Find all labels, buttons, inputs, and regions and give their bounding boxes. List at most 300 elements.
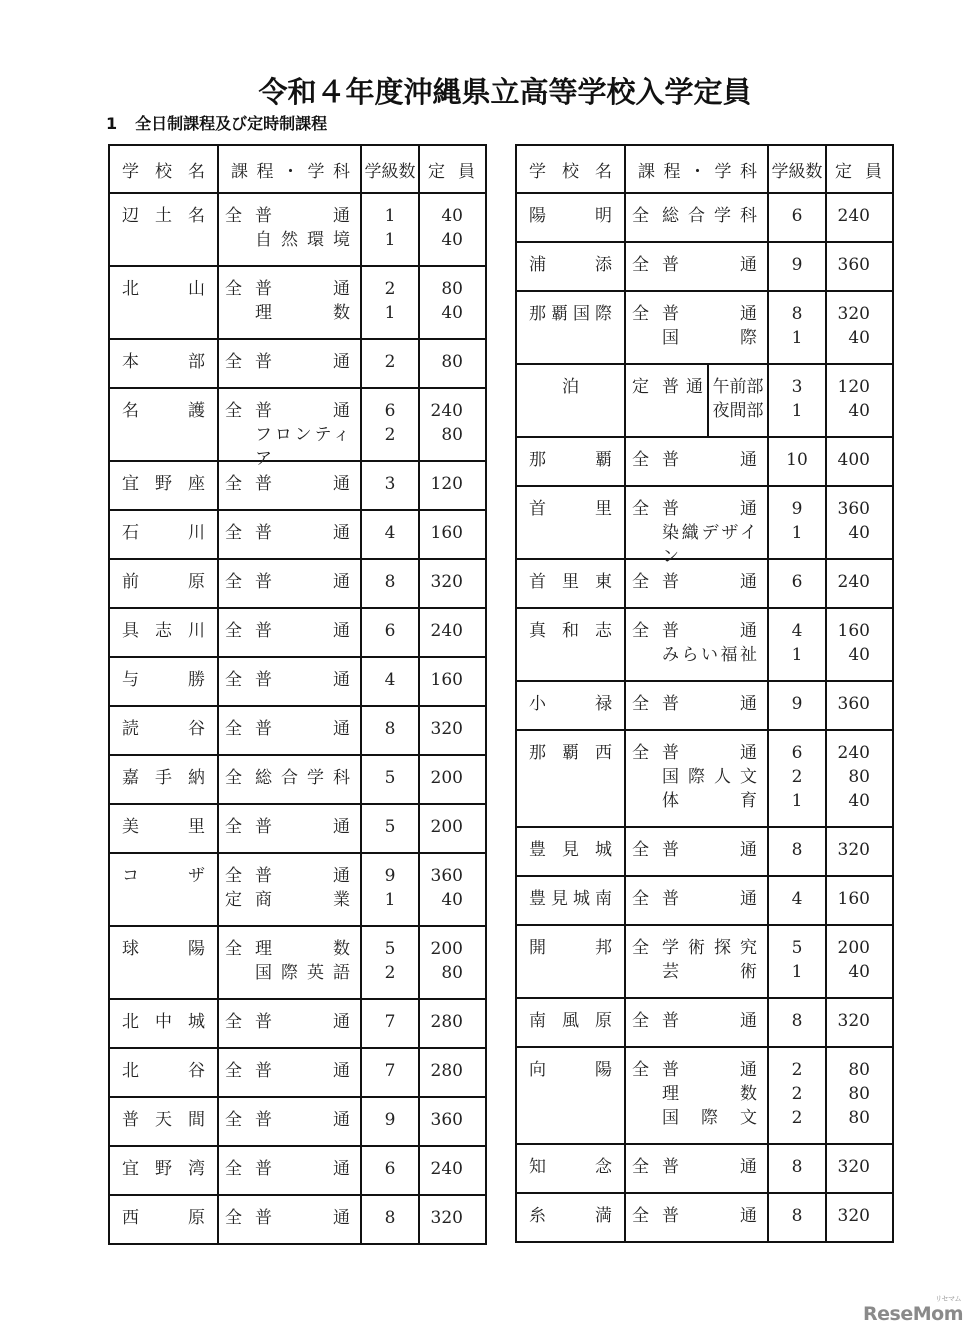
school-cell (516, 608, 625, 681)
school-name: 名護 (122, 401, 205, 421)
course-line (626, 326, 767, 350)
classes-cell (361, 193, 419, 266)
course-prefix: 全 (225, 523, 242, 543)
course-prefix: 全 (632, 1011, 649, 1031)
school-name: 真和志 (529, 621, 612, 641)
course-subject: 普通 (662, 694, 757, 714)
course-prefix: 全 (225, 866, 242, 886)
course-prefix: 全 (225, 1159, 242, 1179)
capacity-value: 360 (430, 1110, 463, 1130)
course-split (626, 365, 767, 436)
table-row (516, 925, 893, 998)
course-cell (218, 657, 361, 706)
course-prefix: 定 (225, 890, 242, 910)
class-count: 6 (791, 743, 803, 763)
course-cell (218, 1048, 361, 1097)
capacity-value: 240 (430, 401, 463, 421)
table-row (516, 559, 893, 608)
header-classes (768, 145, 826, 193)
class-count: 9 (384, 1110, 396, 1130)
school-cell (109, 853, 218, 926)
course-prefix: 全 (225, 1208, 242, 1228)
classes-cell (361, 510, 419, 559)
course-subject: 学術探究 (662, 938, 757, 958)
classes-cell (361, 388, 419, 461)
course-prefix: 全 (225, 401, 242, 421)
course-cell (625, 1047, 768, 1144)
class-count: 1 (791, 645, 803, 665)
classes-cell (768, 364, 826, 437)
school-name: コザ (122, 866, 205, 886)
school-name: 泊 (562, 377, 579, 397)
course-subject: 商業 (255, 890, 350, 910)
header-capacity (826, 145, 893, 193)
course-prefix: 全 (225, 1110, 242, 1130)
school-cell (109, 461, 218, 510)
capacity-value: 160 (837, 621, 870, 641)
school-name: 美里 (122, 817, 205, 837)
table-row (109, 559, 486, 608)
course-line (219, 277, 360, 301)
school-name: 豊見城南 (529, 889, 612, 909)
table-row (109, 1048, 486, 1097)
school-cell (109, 510, 218, 559)
course-subject: 国際人文 (662, 767, 757, 787)
class-count: 2 (791, 1060, 803, 1080)
class-count: 5 (791, 938, 803, 958)
capacity-cell (419, 706, 486, 755)
capacity-cell (419, 461, 486, 510)
capacity-cell (419, 559, 486, 608)
course-line (626, 1155, 767, 1179)
classes-cell (768, 1193, 826, 1242)
capacity-cell (419, 608, 486, 657)
capacity-value: 40 (441, 303, 463, 323)
capacity-value: 40 (848, 401, 870, 421)
table-row (109, 1097, 486, 1146)
table-row (109, 510, 486, 559)
section-label: 全日制課程及び定時制課程 (135, 114, 328, 133)
class-count: 3 (384, 474, 396, 494)
course-prefix: 全 (632, 840, 649, 860)
class-count: 2 (384, 279, 396, 299)
course-cell (625, 193, 768, 242)
table-row (516, 242, 893, 291)
class-count: 3 (791, 377, 803, 397)
capacity-cell (826, 1144, 893, 1193)
table-row (516, 193, 893, 242)
table-row (516, 730, 893, 827)
classes-cell (768, 827, 826, 876)
school-cell (109, 1195, 218, 1244)
capacity-cell (826, 364, 893, 437)
table-row (109, 339, 486, 388)
classes-cell (768, 1047, 826, 1144)
classes-cell (361, 1048, 419, 1097)
class-count: 8 (791, 1011, 803, 1031)
capacity-value: 80 (848, 1060, 870, 1080)
capacity-cell (419, 755, 486, 804)
class-count: 8 (791, 1157, 803, 1177)
school-name: 陽明 (529, 206, 612, 226)
class-count: 1 (384, 303, 396, 323)
watermark-small: リセマム (935, 1295, 961, 1303)
capacity-value: 80 (848, 1108, 870, 1128)
course-subject: 普通 (662, 304, 757, 324)
capacity-value: 40 (441, 230, 463, 250)
header-label: 学級数 (771, 161, 823, 182)
table-body (109, 193, 486, 1244)
course-prefix: 全 (632, 1206, 649, 1226)
class-count: 1 (791, 962, 803, 982)
capacity-value: 40 (848, 523, 870, 543)
capacity-cell (419, 1097, 486, 1146)
table-row (516, 291, 893, 364)
table-row (109, 657, 486, 706)
course-cell (218, 461, 361, 510)
course-line (626, 204, 767, 228)
course-line (219, 472, 360, 496)
course-subject: 普通 (255, 352, 350, 372)
course-prefix: 全 (632, 743, 649, 763)
capacity-value: 120 (430, 474, 463, 494)
class-count: 4 (791, 621, 803, 641)
school-name: 那覇西 (529, 743, 612, 763)
capacity-cell (826, 608, 893, 681)
table-row (516, 486, 893, 559)
course-prefix: 全 (225, 572, 242, 592)
school-name: 北中城 (122, 1012, 205, 1032)
course-line (219, 1157, 360, 1181)
school-cell (516, 437, 625, 486)
header-label: 定員 (835, 161, 882, 182)
course-prefix (626, 960, 662, 984)
course-subject: 自然環境 (255, 230, 350, 250)
class-count: 1 (791, 328, 803, 348)
course-subject: 普通 (255, 1110, 350, 1130)
course-prefix: 全 (225, 279, 242, 299)
course-prefix (626, 643, 662, 667)
classes-cell (768, 608, 826, 681)
school-cell (109, 706, 218, 755)
course-subject: 染織デザイン (662, 523, 757, 567)
classes-cell (768, 242, 826, 291)
course-subject: 普通 (255, 1012, 350, 1032)
capacity-cell (826, 193, 893, 242)
class-count: 6 (384, 1159, 396, 1179)
header-school (109, 145, 218, 193)
header-label: 課程・学科 (638, 161, 757, 182)
school-cell (516, 681, 625, 730)
school-name: 読谷 (122, 719, 205, 739)
header-label: 定員 (428, 161, 475, 182)
course-cell (218, 193, 361, 266)
school-name: 辺土名 (122, 206, 205, 226)
table-row (109, 999, 486, 1048)
course-line (626, 375, 707, 399)
course-subject: 国際英語 (255, 963, 350, 983)
classes-cell (361, 608, 419, 657)
header-course (218, 145, 361, 193)
table-row (109, 926, 486, 999)
capacity-value: 320 (837, 1157, 870, 1177)
capacity-value: 240 (837, 743, 870, 763)
table-row (109, 461, 486, 510)
school-cell (516, 1144, 625, 1193)
course-prefix: 全 (225, 621, 242, 641)
course-line (219, 961, 360, 985)
class-count: 1 (791, 791, 803, 811)
capacity-cell (419, 1195, 486, 1244)
classes-cell (361, 755, 419, 804)
classes-cell (361, 853, 419, 926)
capacity-cell (419, 266, 486, 339)
course-prefix: 全 (632, 450, 649, 470)
course-line (626, 765, 767, 789)
capacity-cell (419, 1048, 486, 1097)
school-name: 石川 (122, 523, 205, 543)
capacity-cell (419, 804, 486, 853)
table-row (109, 1146, 486, 1195)
class-count: 6 (791, 572, 803, 592)
class-count: 5 (384, 768, 396, 788)
classes-cell (768, 559, 826, 608)
course-line (626, 643, 767, 667)
table-row (109, 1195, 486, 1244)
course-prefix: 全 (632, 938, 649, 958)
course-prefix: 全 (632, 1157, 649, 1177)
course-cell (218, 755, 361, 804)
course-line (219, 204, 360, 228)
header-classes (361, 145, 419, 193)
course-prefix: 全 (225, 1061, 242, 1081)
capacity-value: 80 (441, 352, 463, 372)
capacity-value: 40 (441, 206, 463, 226)
table-row (516, 1193, 893, 1242)
capacity-value: 400 (837, 450, 870, 470)
course-line (626, 887, 767, 911)
class-count: 5 (384, 817, 396, 837)
classes-cell (361, 1195, 419, 1244)
course-line (219, 423, 360, 469)
course-line (626, 960, 767, 984)
course-cell (625, 291, 768, 364)
resemom-watermark (863, 1295, 963, 1325)
enrollment-table-right (515, 144, 894, 1243)
capacity-value: 240 (430, 621, 463, 641)
course-prefix: 全 (225, 939, 242, 959)
course-cell (625, 437, 768, 486)
classes-cell (361, 559, 419, 608)
table-row (516, 1144, 893, 1193)
school-name: 北山 (122, 279, 205, 299)
course-cell (218, 510, 361, 559)
school-name: 球陽 (122, 939, 205, 959)
enrollment-table-left (108, 144, 487, 1245)
school-cell (109, 1097, 218, 1146)
course-line (219, 888, 360, 912)
course-subject: 普通 (255, 523, 350, 543)
classes-cell (768, 925, 826, 998)
course-subject: 普通 (662, 840, 757, 860)
school-cell (516, 559, 625, 608)
capacity-cell (826, 1047, 893, 1144)
capacity-value: 80 (848, 767, 870, 787)
class-count: 1 (384, 890, 396, 910)
school-cell (516, 364, 625, 437)
school-cell (109, 266, 218, 339)
course-prefix: 全 (225, 206, 242, 226)
capacity-cell (826, 437, 893, 486)
school-cell (109, 339, 218, 388)
classes-cell (361, 999, 419, 1048)
course-line (219, 717, 360, 741)
class-count: 2 (384, 963, 396, 983)
class-count: 6 (791, 206, 803, 226)
course-line (626, 497, 767, 521)
table-row (109, 755, 486, 804)
school-cell (516, 876, 625, 925)
capacity-cell (419, 999, 486, 1048)
school-name: 前原 (122, 572, 205, 592)
class-count: 9 (791, 694, 803, 714)
capacity-cell (419, 657, 486, 706)
course-subject: 総合学科 (662, 206, 757, 226)
classes-cell (768, 193, 826, 242)
course-line (626, 838, 767, 862)
capacity-value: 320 (837, 840, 870, 860)
course-line (626, 570, 767, 594)
capacity-value: 360 (837, 255, 870, 275)
course-cell (218, 339, 361, 388)
classes-cell (361, 926, 419, 999)
school-cell (516, 1193, 625, 1242)
course-cell (625, 1144, 768, 1193)
class-count: 2 (384, 352, 396, 372)
class-count: 9 (791, 255, 803, 275)
course-prefix (219, 301, 255, 325)
course-cell (218, 559, 361, 608)
course-prefix (219, 961, 255, 985)
capacity-cell (826, 291, 893, 364)
school-name: 本部 (122, 352, 205, 372)
table-row (109, 266, 486, 339)
course-prefix (626, 521, 662, 545)
division-label: 午前部 (712, 377, 764, 397)
course-prefix (626, 789, 662, 813)
course-line (626, 789, 767, 813)
capacity-value: 80 (441, 279, 463, 299)
table-row (516, 998, 893, 1047)
school-name: 南風原 (529, 1011, 612, 1031)
classes-cell (361, 461, 419, 510)
class-count: 8 (384, 719, 396, 739)
school-name: 糸満 (529, 1206, 612, 1226)
capacity-value: 160 (430, 670, 463, 690)
course-line (626, 692, 767, 716)
course-prefix: 全 (632, 206, 649, 226)
classes-cell (768, 291, 826, 364)
course-prefix: 全 (632, 694, 649, 714)
school-name: 豊見城 (529, 840, 612, 860)
class-count: 8 (384, 1208, 396, 1228)
course-cell (218, 608, 361, 657)
school-name: 普天間 (122, 1110, 205, 1130)
table-row (109, 804, 486, 853)
school-cell (516, 1047, 625, 1144)
class-count: 1 (791, 523, 803, 543)
page-title: 令和４年度沖縄県立高等学校入学定員 (258, 75, 752, 109)
school-cell (516, 925, 625, 998)
capacity-cell (419, 510, 486, 559)
classes-cell (768, 437, 826, 486)
table-row (516, 827, 893, 876)
capacity-value: 280 (430, 1061, 463, 1081)
school-cell (516, 291, 625, 364)
capacity-cell (826, 730, 893, 827)
classes-cell (768, 730, 826, 827)
classes-cell (361, 339, 419, 388)
course-prefix (626, 326, 662, 350)
capacity-value: 240 (430, 1159, 463, 1179)
table-row (516, 608, 893, 681)
table-row (516, 681, 893, 730)
class-count: 8 (791, 1206, 803, 1226)
course-subject: 体育 (662, 791, 757, 811)
watermark-text: ReseMom (863, 1303, 963, 1325)
course-subject: 普通 (255, 719, 350, 739)
capacity-cell (826, 681, 893, 730)
capacity-value: 80 (441, 425, 463, 445)
class-count: 8 (791, 840, 803, 860)
table-row (109, 706, 486, 755)
course-subject: 総合学科 (255, 768, 350, 788)
course-subject: みらい福祉 (662, 645, 757, 665)
course-subject: 普通 (662, 1157, 757, 1177)
header-school (516, 145, 625, 193)
course-line (626, 1058, 767, 1082)
course-cell (218, 1195, 361, 1244)
course-subject: 普通 (255, 817, 350, 837)
capacity-cell (826, 998, 893, 1047)
school-name: 首里東 (529, 572, 612, 592)
capacity-value: 320 (430, 1208, 463, 1228)
capacity-cell (419, 193, 486, 266)
course-subject: 普通 (255, 474, 350, 494)
section-heading (106, 111, 327, 134)
course-line (626, 253, 767, 277)
course-cell (218, 804, 361, 853)
class-count: 6 (384, 621, 396, 641)
school-name: 小禄 (529, 694, 612, 714)
course-subject: 普通 (662, 1060, 757, 1080)
course-line (626, 619, 767, 643)
school-cell (516, 998, 625, 1047)
course-subject: 国際 (662, 328, 757, 348)
capacity-value: 320 (430, 719, 463, 739)
school-cell (516, 730, 625, 827)
classes-cell (361, 266, 419, 339)
course-prefix: 全 (225, 768, 242, 788)
course-prefix (626, 1082, 662, 1106)
class-count: 7 (384, 1012, 396, 1032)
capacity-value: 280 (430, 1012, 463, 1032)
capacity-value: 40 (848, 962, 870, 982)
course-cell (625, 730, 768, 827)
classes-cell (361, 1097, 419, 1146)
course-cell (625, 486, 768, 567)
course-subject: 普通 (662, 621, 757, 641)
